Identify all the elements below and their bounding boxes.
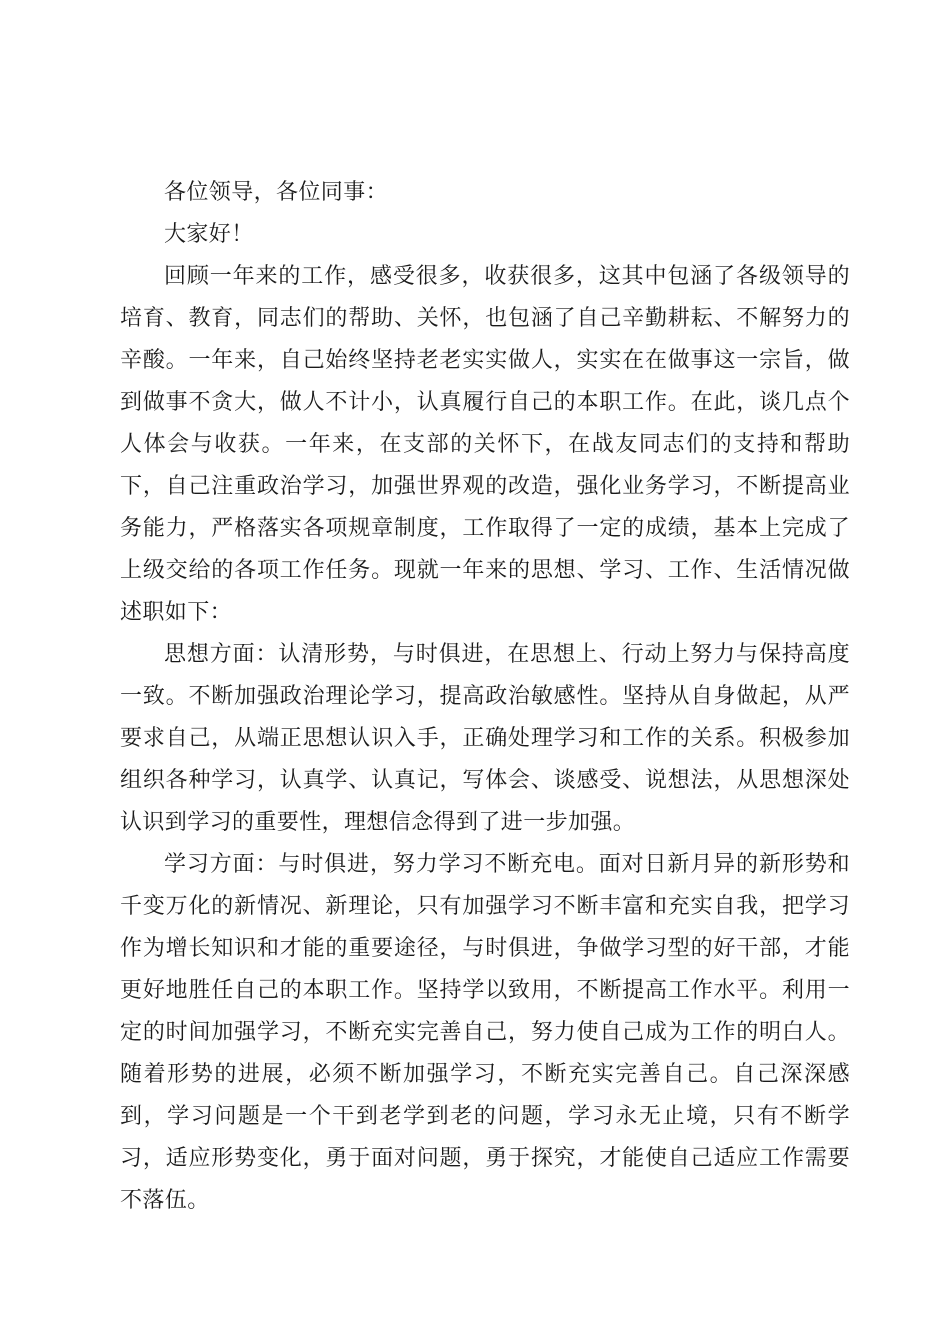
greeting: 大家好！ <box>164 222 254 247</box>
salutation: 各位领导，各位同事： <box>164 180 389 205</box>
paragraph-study: 学习方面：与时俱进，努力学习不断充电。面对日新月异的新形势和千变万化的新情况、新理论，只有加强学习不断丰富和充实自我，把学习作为增长知识和才能的重要途径，与时俱进，争做学习型的好干部，才能更好地胜任自己的本职工作。坚持学以致用，不断提高工作水平。利用一定的时间加强学习，不断充实完善自己，努力使自己成为工作的明白人。随着形势的进展，必须不断加强学习，不断充实完善自己。自己深深感到，学习问题是一个干到老学到老的问题，学习永无止境，只有不断学习，适应形势变化，勇于面对问题，勇于探究，才能使自己适应工作需要不落伍。 <box>120 852 850 1213</box>
paragraph-review: 回顾一年来的工作，感受很多，收获很多，这其中包涵了各级领导的培育、教育，同志们的帮助、关怀，也包涵了自己辛勤耕耘、不解努力的辛酸。一年来，自己始终坚持老老实实做人，实实在在做事这一宗旨，做到做事不贪大，做人不计小，认真履行自己的本职工作。在此，谈几点个人体会与收获。一年来，在支部的关怀下，在战友同志们的支持和帮助下，自己注重政治学习，加强世界观的改造，强化业务学习，不断提高业务能力，严格落实各项规章制度，工作取得了一定的成绩，基本上完成了上级交给的各项工作任务。现就一年来的思想、学习、工作、生活情况做述职如下： <box>120 264 850 625</box>
document-body <box>120 172 850 1222</box>
paragraph-thinking: 思想方面：认清形势，与时俱进，在思想上、行动上努力与保持高度一致。不断加强政治理论学习，提高政治敏感性。坚持从自身做起，从严要求自己，从端正思想认识入手，正确处理学习和工作的关系。积极参加组织各种学习，认真学、认真记，写体会、谈感受、说想法，从思想深处认识到学习的重要性，理想信念得到了进一步加强。 <box>120 642 850 835</box>
